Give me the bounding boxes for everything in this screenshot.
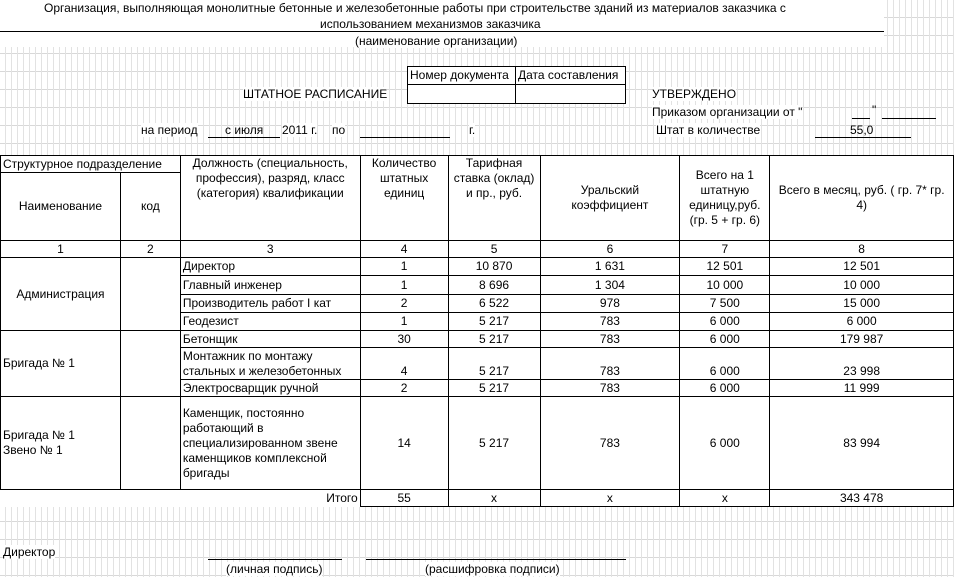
- header-count: Количество штатных единиц: [360, 156, 448, 241]
- per-unit-cell: 6 000: [680, 331, 770, 348]
- doc-number-box: [407, 66, 626, 104]
- count-cell: 1: [360, 258, 448, 276]
- ural-cell: 783: [540, 313, 680, 331]
- position-cell: Электросварщик ручной: [180, 380, 360, 397]
- rate-cell: 5 217: [448, 380, 540, 397]
- column-number: 2: [120, 241, 180, 258]
- total-count: 55: [360, 490, 448, 507]
- total-label: Итого: [326, 490, 358, 505]
- ural-cell: 1 304: [540, 276, 680, 295]
- monthly-cell: 179 987: [770, 331, 954, 348]
- header-struct: Структурное подразделение: [1, 156, 181, 173]
- rate-cell: 5 217: [448, 348, 540, 380]
- ural-cell: 783: [540, 397, 680, 490]
- ural-cell: 783: [540, 380, 680, 397]
- monthly-cell: 15 000: [770, 295, 954, 313]
- decode-caption: (расшифровка подписи): [425, 562, 560, 576]
- dept-code: [120, 331, 180, 397]
- per-unit-cell: 6 000: [680, 397, 770, 490]
- header-rate: Тарифная ставка (оклад) и пр., руб.: [448, 156, 540, 241]
- table-row: [1, 397, 954, 490]
- period-year: 2011 г.: [282, 123, 318, 137]
- rate-cell: 6 522: [448, 295, 540, 313]
- monthly-cell: 23 998: [770, 348, 954, 380]
- monthly-cell: 6 000: [770, 313, 954, 331]
- column-number: 4: [360, 241, 448, 258]
- per-unit-cell: 10 000: [680, 276, 770, 295]
- column-number: 1: [1, 241, 121, 258]
- doc-title: ШТАТНОЕ РАСПИСАНИЕ: [243, 87, 388, 101]
- total-monthly: 343 478: [770, 490, 954, 507]
- dept-code: [120, 397, 180, 490]
- count-cell: 1: [360, 313, 448, 331]
- staff-label: Штат в количестве: [656, 123, 761, 137]
- signature-decode-field[interactable]: [366, 559, 626, 560]
- position-cell: Геодезист: [180, 313, 360, 331]
- order-label: Приказом организации от ": [652, 105, 803, 119]
- header-monthly: Всего в месяц, руб. ( гр. 7* гр. 4): [770, 156, 954, 241]
- org-name-underline: [0, 31, 884, 32]
- count-cell: 30: [360, 331, 448, 348]
- monthly-cell: 83 994: [770, 397, 954, 490]
- rate-cell: 5 217: [448, 397, 540, 490]
- ural-cell: 1 631: [540, 258, 680, 276]
- per-unit-cell: 7 500: [680, 295, 770, 313]
- rate-cell: 10 870: [448, 258, 540, 276]
- header-name: Наименование: [1, 173, 121, 241]
- dept-name: Бригада № 1: [1, 331, 121, 397]
- header-position: Должность (специальность, профессия), разряд, класс (категория) квалификации: [180, 156, 360, 241]
- count-cell: 4: [360, 348, 448, 380]
- count-cell: 14: [360, 397, 448, 490]
- column-number: 5: [448, 241, 540, 258]
- count-cell: 1: [360, 276, 448, 295]
- position-cell: Производитель работ I кат: [180, 295, 360, 313]
- position-cell: Главный инженер: [180, 276, 360, 295]
- period-year-suffix: г.: [469, 123, 476, 137]
- ural-cell: 978: [540, 295, 680, 313]
- ural-cell: 783: [540, 348, 680, 380]
- monthly-cell: 12 501: [770, 258, 954, 276]
- approved-label: УТВЕРЖДЕНО: [652, 87, 737, 101]
- total-row: [1, 490, 954, 507]
- per-unit-cell: 6 000: [680, 313, 770, 331]
- per-unit-cell: 12 501: [680, 258, 770, 276]
- org-name-line1: Организация, выполняющая монолитные бетонные и железобетонные работы при строительстве зданий из материалов заказчика с: [44, 1, 786, 15]
- staff-value: 55,0: [850, 123, 874, 137]
- org-name-line2: использованием механизмов заказчика: [320, 17, 541, 31]
- header-code: код: [120, 173, 180, 241]
- table-row: [1, 331, 954, 348]
- per-unit-cell: 6 000: [680, 348, 770, 380]
- header-per-unit: Всего на 1 штатную единицу,руб. (гр. 5 + гр. 6): [680, 156, 770, 241]
- order-quote-close: ": [872, 103, 877, 117]
- position-cell: Бетонщик: [180, 331, 360, 348]
- count-cell: 2: [360, 295, 448, 313]
- signature-role: Директор: [3, 545, 56, 559]
- period-label: на период: [141, 123, 198, 137]
- column-number: 6: [540, 241, 680, 258]
- dept-name: Бригада № 1 Звено № 1: [1, 397, 121, 490]
- monthly-cell: 11 999: [770, 380, 954, 397]
- table-row: [1, 258, 954, 276]
- column-number: 7: [680, 241, 770, 258]
- rate-cell: 5 217: [448, 313, 540, 331]
- position-cell: Каменщик, постоянно работающий в специализированном звене каменщиков комплексной бригады: [180, 397, 360, 490]
- ural-cell: 783: [540, 331, 680, 348]
- staff-table: [0, 155, 954, 507]
- rate-cell: 5 217: [448, 331, 540, 348]
- total-rate: x: [448, 490, 540, 507]
- total-ural: x: [540, 490, 680, 507]
- date-label: Дата составления: [518, 68, 619, 82]
- rate-cell: 8 696: [448, 276, 540, 295]
- position-cell: Директор: [180, 258, 360, 276]
- dept-name: Администрация: [1, 258, 121, 331]
- period-to-label: по: [332, 123, 346, 137]
- total-per-unit: x: [680, 490, 770, 507]
- signature-field[interactable]: [208, 559, 342, 560]
- column-number: 8: [770, 241, 954, 258]
- monthly-cell: 10 000: [770, 276, 954, 295]
- org-name-caption: (наименование организации): [355, 34, 518, 48]
- position-cell: Монтажник по монтажу стальных и железобетонных: [180, 348, 360, 380]
- signature-caption: (личная подпись): [226, 562, 323, 576]
- header-ural: Уральский коэффициент: [540, 156, 680, 241]
- column-number: 3: [180, 241, 360, 258]
- period-to-field[interactable]: [360, 137, 450, 138]
- dept-code: [120, 258, 180, 331]
- doc-number-label: Номер документа: [410, 68, 509, 82]
- count-cell: 2: [360, 380, 448, 397]
- per-unit-cell: 6 000: [680, 380, 770, 397]
- period-from[interactable]: с июля: [225, 123, 264, 137]
